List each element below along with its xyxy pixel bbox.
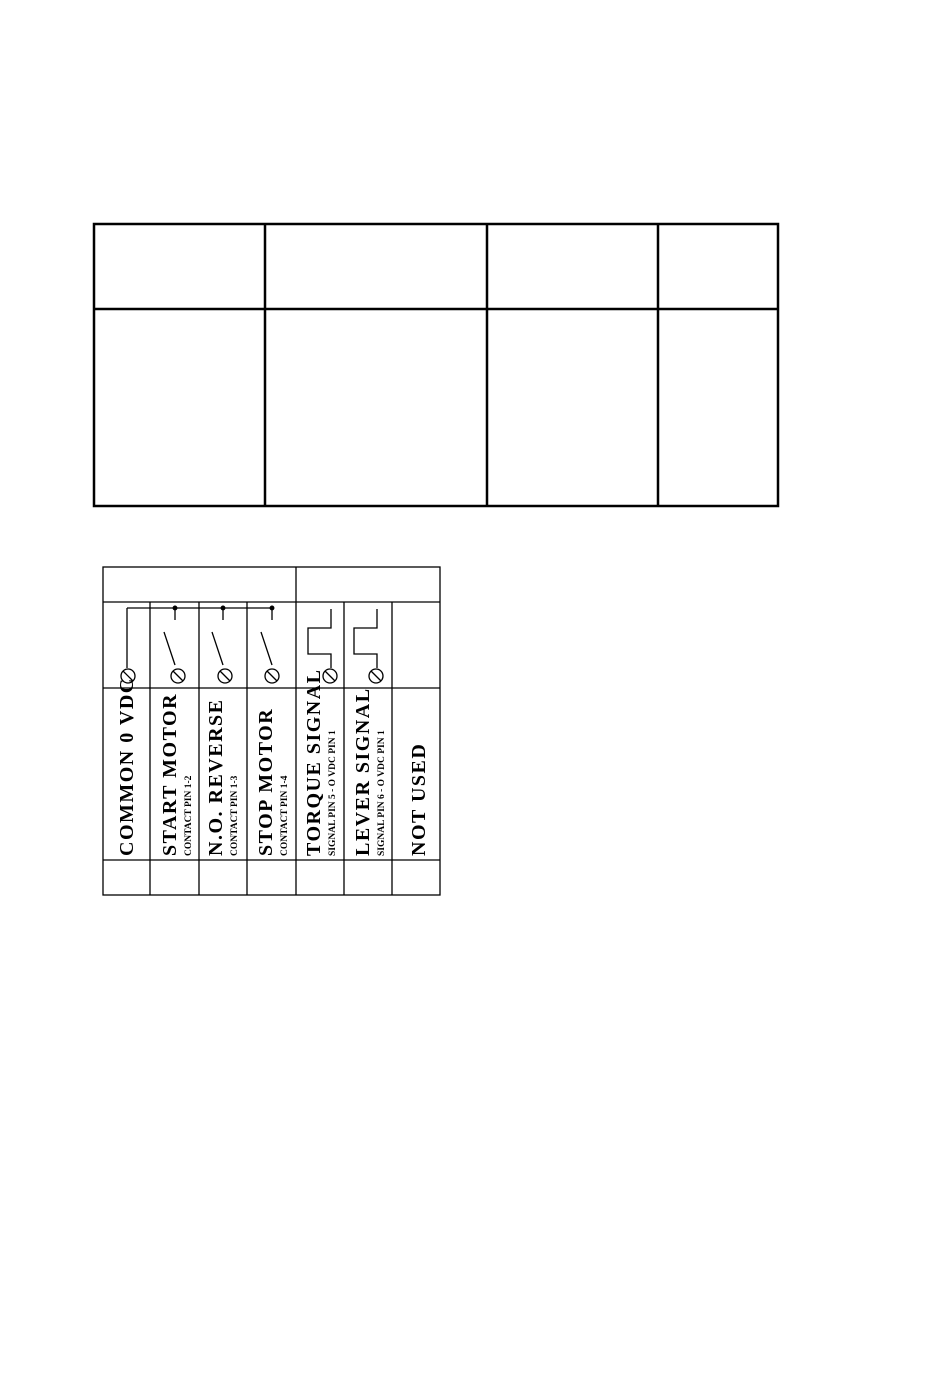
- screw-terminal: [323, 669, 337, 683]
- screw-terminal: [218, 669, 232, 683]
- torque-signal-symbol: [308, 609, 331, 668]
- terminal-6-label: LEVER SIGNAL: [352, 687, 374, 856]
- terminal-4-sublabel: CONTACT PIN 1-4: [280, 775, 290, 856]
- lever-signal-symbol: [354, 609, 377, 668]
- terminal-5-label: TORQUE SIGNAL: [303, 668, 325, 856]
- terminal-2-label: START MOTOR: [159, 692, 181, 856]
- terminal-4-label: STOP MOTOR: [255, 707, 277, 856]
- stop-switch-blade: [261, 632, 272, 665]
- terminal-2-sublabel: CONTACT PIN 1-2: [184, 775, 194, 856]
- junction-dot: [221, 606, 225, 610]
- terminal-3-label: N.O. REVERSE: [205, 698, 227, 856]
- screw-terminal: [369, 669, 383, 683]
- screw-terminal: [171, 669, 185, 683]
- terminal-7-label: NOT USED: [408, 742, 430, 856]
- terminal-3-sublabel: CONTACT PIN 1-3: [230, 775, 240, 856]
- screw-terminal: [265, 669, 279, 683]
- junction-dot: [270, 606, 274, 610]
- terminal-1-label: COMMON 0 VDC: [116, 677, 138, 856]
- junction-dot: [173, 606, 177, 610]
- terminal-6-sublabel: SIGNAL PIN 6 - O VDC PIN 1: [377, 730, 387, 856]
- start-switch-blade: [164, 632, 175, 665]
- reverse-switch-blade: [212, 632, 223, 665]
- terminal-5-sublabel: SIGNAL PIN 5 - O VDC PIN 1: [328, 730, 338, 856]
